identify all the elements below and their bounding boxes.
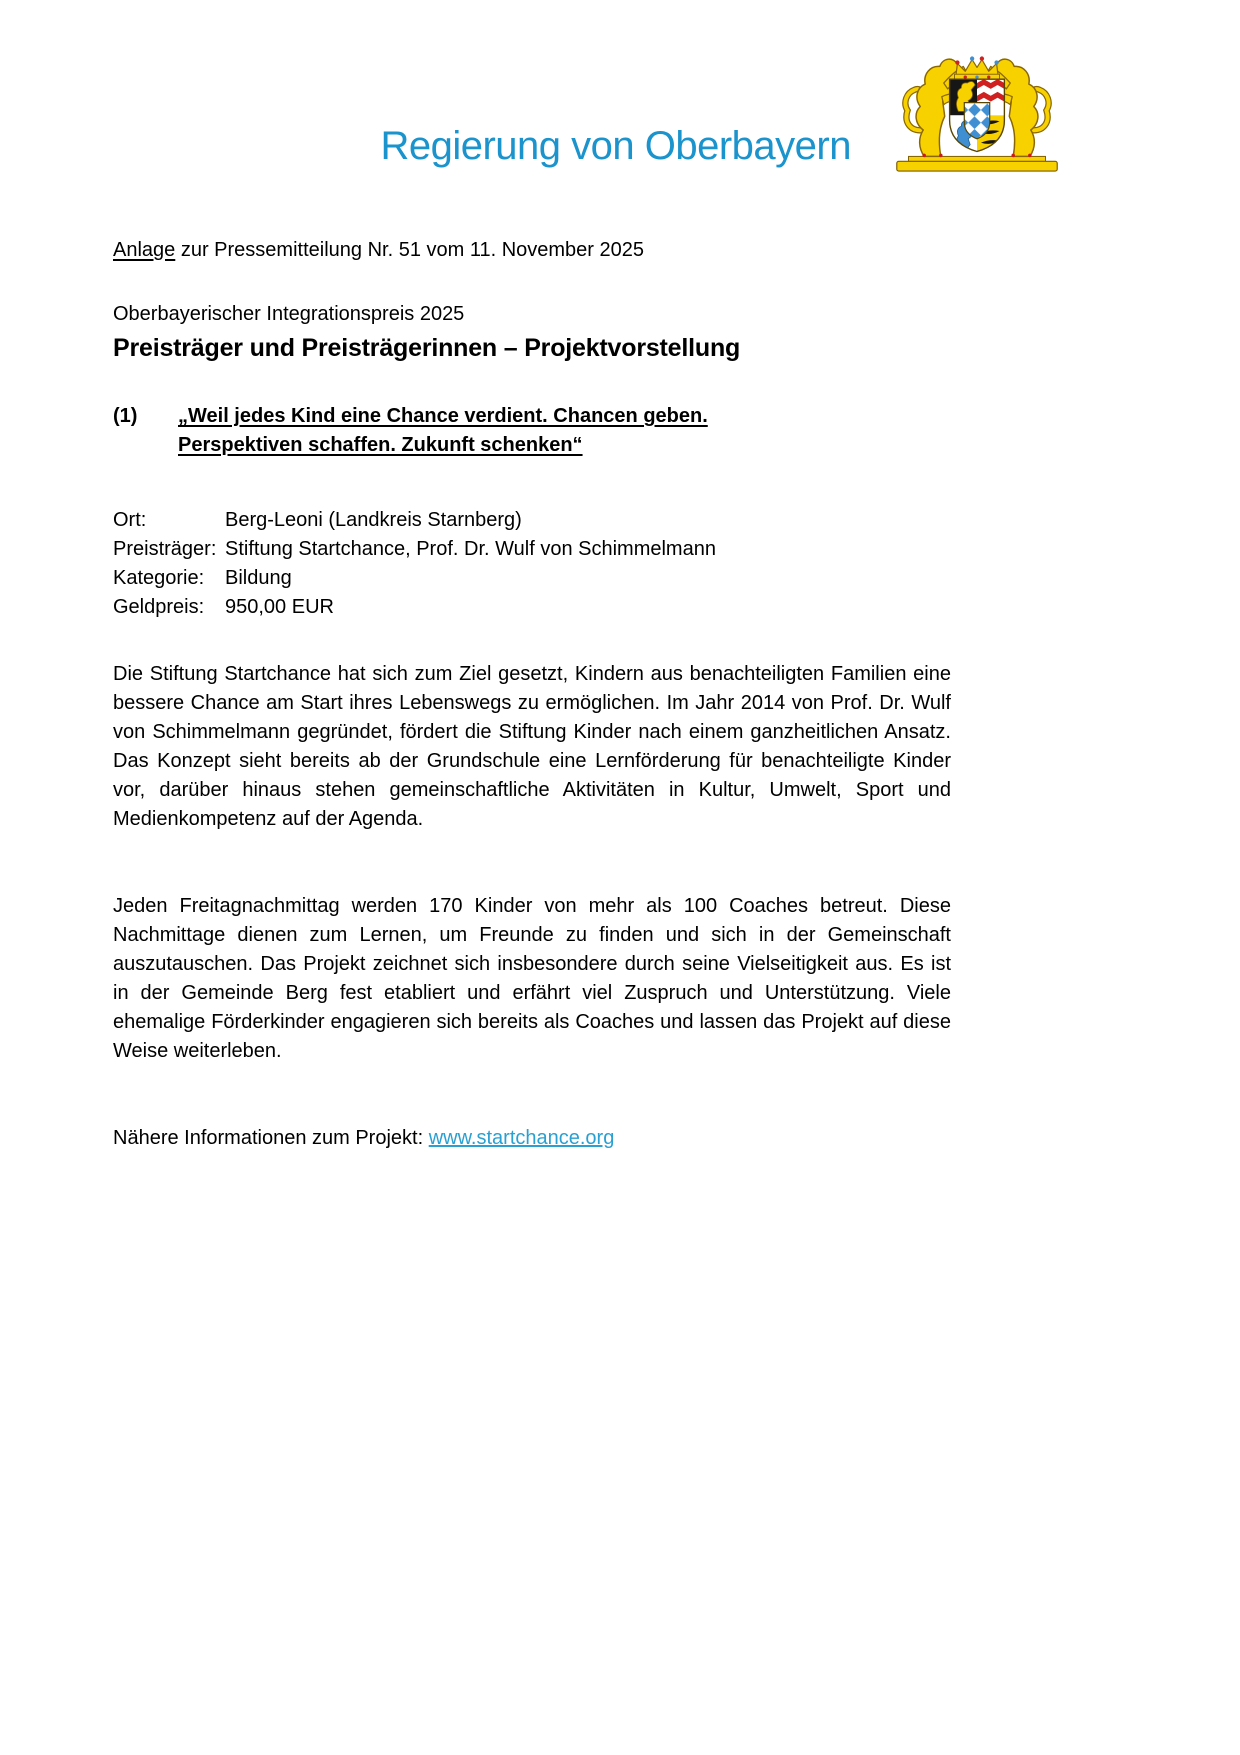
meta-row-preistraeger [113, 535, 951, 564]
letterhead [0, 40, 1075, 175]
attachment-line [113, 236, 951, 265]
entry-project-title [178, 402, 708, 460]
page-title: Preisträger und Preisträgerinnen – Projektvorstellung [113, 334, 741, 362]
award-subtitle: Oberbayerischer Integrationspreis 2025 [113, 303, 465, 325]
attachment-text: zur Pressemitteilung Nr. 51 vom 11. November 2025 [175, 239, 645, 261]
meta-label: Geldpreis: [113, 596, 205, 618]
project-website-link[interactable]: www.startchance.org [428, 1127, 615, 1149]
body-paragraph-2: Jeden Freitagnachmittag werden 170 Kinder von mehr als 100 Coaches betreut. Diese Nachmittage dienen zum Lernen, um Freunde zu finden und sich in der Gemeinschaft auszutauschen. Das Projekt zeichnet sich insbesondere durch seine Vielseitigkeit aus. Es ist in der Gemeinde Berg fest etabliert und erfährt viel Zuspruch und Unterstützung. Viele ehemalige Förderkinder engagieren sich bereits als Coaches und lassen das Projekt auf diese Weise weiterleben. [113, 895, 951, 1062]
project-title-line-1: „Weil jedes Kind eine Chance verdient. Chancen geben. [178, 405, 708, 427]
more-info-line [113, 1124, 951, 1153]
bavaria-coat-of-arms-icon [879, 40, 1075, 175]
entry-number: (1) [113, 405, 138, 427]
entry-meta [113, 506, 951, 622]
meta-value: 950,00 EUR [225, 596, 334, 618]
meta-row-kategorie [113, 564, 951, 593]
meta-value: Stiftung Startchance, Prof. Dr. Wulf von Schimmelmann [225, 538, 716, 560]
project-title-line-2: Perspektiven schaffen. Zukunft schenken“ [178, 434, 583, 456]
entry-heading [113, 402, 951, 460]
attachment-label: Anlage [113, 239, 176, 261]
body-paragraph-1: Die Stiftung Startchance hat sich zum Ziel gesetzt, Kindern aus benachteiligten Familien eine bessere Chance am Start ihres Lebenswegs zu ermöglichen. Im Jahr 2014 von Prof. Dr. Wulf von Schimmelmann gegründet, fördert die Stiftung Kinder nach einem ganzheitlichen Ansatz. Das Konzept sieht bereits ab der Grundschule eine Lernförderung für benachteiligte Kinder vor, darüber hinaus stehen gemeinschaftliche Aktivitäten in Kultur, Umwelt, Sport und Medienkompetenz auf der Agenda. [113, 663, 951, 830]
meta-row-ort [113, 506, 951, 535]
meta-label: Ort: [113, 509, 147, 531]
agency-name: Regierung von Oberbayern [380, 124, 851, 168]
document-content [113, 236, 951, 1153]
meta-row-geldpreis [113, 593, 951, 622]
meta-value: Berg-Leoni (Landkreis Starnberg) [225, 509, 522, 531]
meta-label: Kategorie: [113, 567, 205, 589]
meta-value: Bildung [225, 567, 292, 589]
more-info-label: Nähere Informationen zum Projekt: [113, 1127, 429, 1149]
meta-label: Preisträger: [113, 538, 217, 560]
